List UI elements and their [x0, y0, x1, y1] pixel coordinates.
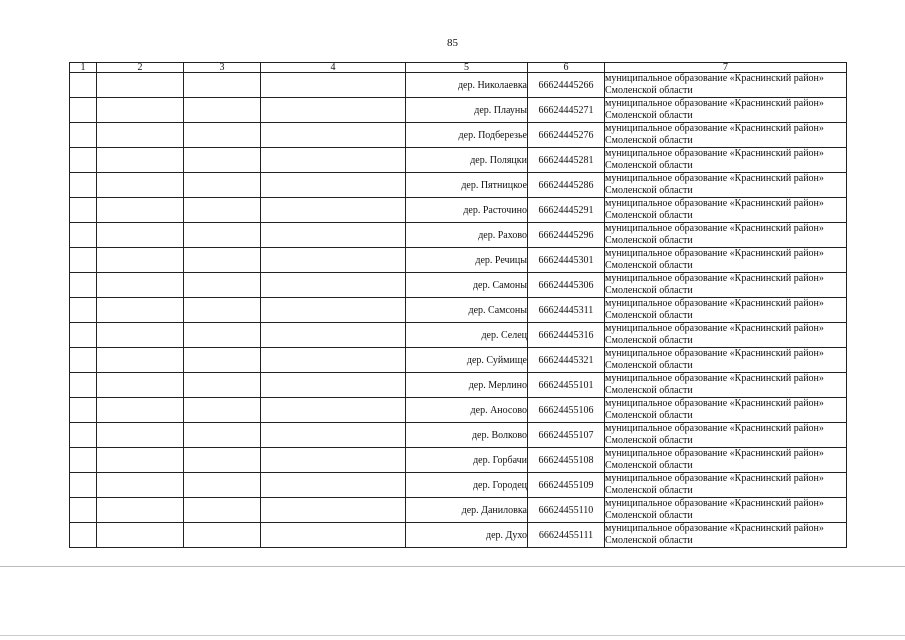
municipal-formation — [605, 373, 847, 398]
municipal-formation — [605, 148, 847, 173]
table-row — [70, 348, 847, 373]
municipal-formation — [605, 198, 847, 223]
municipal-formation-line-1: муниципальное образование «Краснинский район» — [605, 473, 824, 484]
empty-cell-col-4 — [261, 498, 406, 523]
locality-name: дер. Расточино — [406, 198, 528, 223]
empty-cell-col-1 — [70, 273, 97, 298]
table-row — [70, 73, 847, 98]
empty-cell-col-2 — [97, 523, 184, 548]
municipal-formation — [605, 273, 847, 298]
empty-cell-col-1 — [70, 473, 97, 498]
locality-name: дер. Аносово — [406, 398, 528, 423]
oktmo-code: 66624455107 — [528, 423, 605, 448]
municipal-formation — [605, 523, 847, 548]
oktmo-code: 66624445281 — [528, 148, 605, 173]
page-bottom-line — [0, 635, 905, 636]
empty-cell-col-4 — [261, 98, 406, 123]
locality-name: дер. Подберезье — [406, 123, 528, 148]
oktmo-code: 66624445276 — [528, 123, 605, 148]
empty-cell-col-1 — [70, 148, 97, 173]
municipal-formation — [605, 173, 847, 198]
municipal-formation-line-2: Смоленской области — [605, 534, 693, 546]
empty-cell-col-1 — [70, 223, 97, 248]
municipal-formation-line-2: Смоленской области — [605, 309, 693, 321]
municipal-formation-line-1: муниципальное образование «Краснинский район» — [605, 348, 824, 359]
empty-cell-col-1 — [70, 448, 97, 473]
empty-cell-col-1 — [70, 73, 97, 98]
empty-cell-col-3 — [184, 348, 261, 373]
municipal-formation-line-2: Смоленской области — [605, 209, 693, 221]
empty-cell-col-3 — [184, 173, 261, 198]
oktmo-code: 66624445291 — [528, 198, 605, 223]
empty-cell-col-1 — [70, 348, 97, 373]
oktmo-code: 66624455110 — [528, 498, 605, 523]
empty-cell-col-1 — [70, 323, 97, 348]
oktmo-code: 66624445311 — [528, 298, 605, 323]
municipal-formation-line-1: муниципальное образование «Краснинский район» — [605, 148, 824, 159]
locality-name: дер. Селец — [406, 323, 528, 348]
municipal-formation — [605, 473, 847, 498]
empty-cell-col-2 — [97, 148, 184, 173]
empty-cell-col-1 — [70, 523, 97, 548]
empty-cell-col-3 — [184, 198, 261, 223]
table-row — [70, 223, 847, 248]
empty-cell-col-3 — [184, 423, 261, 448]
municipal-formation-line-1: муниципальное образование «Краснинский район» — [605, 373, 824, 384]
empty-cell-col-3 — [184, 123, 261, 148]
table-row — [70, 498, 847, 523]
empty-cell-col-4 — [261, 73, 406, 98]
locality-name: дер. Самсоны — [406, 298, 528, 323]
empty-cell-col-1 — [70, 173, 97, 198]
empty-cell-col-4 — [261, 148, 406, 173]
empty-cell-col-2 — [97, 348, 184, 373]
table-row — [70, 98, 847, 123]
empty-cell-col-3 — [184, 523, 261, 548]
oktmo-code: 66624445271 — [528, 98, 605, 123]
empty-cell-col-3 — [184, 73, 261, 98]
empty-cell-col-2 — [97, 73, 184, 98]
municipal-formation-line-2: Смоленской области — [605, 109, 693, 121]
empty-cell-col-3 — [184, 498, 261, 523]
empty-cell-col-2 — [97, 298, 184, 323]
municipal-formation-line-1: муниципальное образование «Краснинский район» — [605, 123, 824, 134]
empty-cell-col-1 — [70, 123, 97, 148]
municipal-formation — [605, 73, 847, 98]
locality-name: дер. Самоны — [406, 273, 528, 298]
empty-cell-col-2 — [97, 173, 184, 198]
municipal-formation-line-2: Смоленской области — [605, 184, 693, 196]
locality-name: дер. Волково — [406, 423, 528, 448]
column-header-6: 6 — [528, 63, 605, 73]
table-row — [70, 273, 847, 298]
municipal-formation-line-1: муниципальное образование «Краснинский район» — [605, 323, 824, 334]
table-row — [70, 248, 847, 273]
locality-name: дер. Плауны — [406, 98, 528, 123]
municipal-formation — [605, 348, 847, 373]
oktmo-code: 66624455111 — [528, 523, 605, 548]
table-row — [70, 173, 847, 198]
municipal-formation-line-2: Смоленской области — [605, 509, 693, 521]
empty-cell-col-3 — [184, 398, 261, 423]
table-row — [70, 448, 847, 473]
empty-cell-col-4 — [261, 323, 406, 348]
page-edge-line — [0, 566, 905, 567]
oktmo-code: 66624445286 — [528, 173, 605, 198]
locality-name: дер. Суймище — [406, 348, 528, 373]
municipal-formation — [605, 123, 847, 148]
empty-cell-col-4 — [261, 173, 406, 198]
empty-cell-col-2 — [97, 423, 184, 448]
empty-cell-col-4 — [261, 298, 406, 323]
locality-name: дер. Рахово — [406, 223, 528, 248]
municipal-formation-line-2: Смоленской области — [605, 84, 693, 96]
empty-cell-col-4 — [261, 273, 406, 298]
empty-cell-col-2 — [97, 373, 184, 398]
municipal-formation — [605, 248, 847, 273]
empty-cell-col-1 — [70, 298, 97, 323]
empty-cell-col-4 — [261, 248, 406, 273]
empty-cell-col-3 — [184, 248, 261, 273]
empty-cell-col-4 — [261, 123, 406, 148]
empty-cell-col-3 — [184, 223, 261, 248]
municipal-formation — [605, 223, 847, 248]
column-header-5: 5 — [406, 63, 528, 73]
empty-cell-col-3 — [184, 323, 261, 348]
oktmo-code: 66624445296 — [528, 223, 605, 248]
empty-cell-col-2 — [97, 248, 184, 273]
empty-cell-col-2 — [97, 323, 184, 348]
table-row — [70, 473, 847, 498]
empty-cell-col-1 — [70, 423, 97, 448]
municipal-formation-line-1: муниципальное образование «Краснинский район» — [605, 73, 824, 84]
municipal-formation — [605, 498, 847, 523]
locality-name: дер. Николаевка — [406, 73, 528, 98]
empty-cell-col-3 — [184, 298, 261, 323]
empty-cell-col-2 — [97, 98, 184, 123]
page-number: 85 — [447, 37, 458, 49]
column-header-2: 2 — [97, 63, 184, 73]
empty-cell-col-2 — [97, 273, 184, 298]
empty-cell-col-3 — [184, 98, 261, 123]
municipal-formation — [605, 323, 847, 348]
locality-name: дер. Горбачи — [406, 448, 528, 473]
municipal-formation-line-2: Смоленской области — [605, 484, 693, 496]
municipal-formation-line-1: муниципальное образование «Краснинский район» — [605, 523, 824, 534]
municipal-formation-line-1: муниципальное образование «Краснинский район» — [605, 98, 824, 109]
municipal-formation-line-1: муниципальное образование «Краснинский район» — [605, 223, 824, 234]
oktmo-code: 66624445301 — [528, 248, 605, 273]
municipal-formation-line-1: муниципальное образование «Краснинский район» — [605, 273, 824, 284]
municipal-formation — [605, 398, 847, 423]
municipal-formation-line-2: Смоленской области — [605, 384, 693, 396]
municipal-formation-line-1: муниципальное образование «Краснинский район» — [605, 298, 824, 309]
municipal-formation-line-2: Смоленской области — [605, 434, 693, 446]
locality-name: дер. Городец — [406, 473, 528, 498]
municipal-formation-line-2: Смоленской области — [605, 359, 693, 371]
municipal-formation — [605, 98, 847, 123]
municipal-formation — [605, 423, 847, 448]
locality-name: дер. Пятницкое — [406, 173, 528, 198]
empty-cell-col-3 — [184, 448, 261, 473]
oktmo-code: 66624445321 — [528, 348, 605, 373]
municipal-formation — [605, 298, 847, 323]
oktmo-code: 66624455109 — [528, 473, 605, 498]
oktmo-code: 66624445306 — [528, 273, 605, 298]
table-row — [70, 148, 847, 173]
empty-cell-col-2 — [97, 498, 184, 523]
empty-cell-col-4 — [261, 423, 406, 448]
oktmo-code: 66624455101 — [528, 373, 605, 398]
empty-cell-col-2 — [97, 123, 184, 148]
empty-cell-col-2 — [97, 398, 184, 423]
header-row — [70, 63, 847, 73]
empty-cell-col-1 — [70, 373, 97, 398]
table-row — [70, 423, 847, 448]
empty-cell-col-4 — [261, 398, 406, 423]
table-row — [70, 123, 847, 148]
column-header-4: 4 — [261, 63, 406, 73]
locality-name: дер. Речицы — [406, 248, 528, 273]
column-header-3: 3 — [184, 63, 261, 73]
municipal-formation-line-2: Смоленской области — [605, 459, 693, 471]
column-header-7: 7 — [605, 63, 847, 73]
empty-cell-col-3 — [184, 473, 261, 498]
empty-cell-col-3 — [184, 148, 261, 173]
empty-cell-col-2 — [97, 223, 184, 248]
table-row — [70, 523, 847, 548]
empty-cell-col-1 — [70, 198, 97, 223]
empty-cell-col-3 — [184, 373, 261, 398]
empty-cell-col-2 — [97, 198, 184, 223]
municipal-formation-line-2: Смоленской области — [605, 234, 693, 246]
empty-cell-col-4 — [261, 473, 406, 498]
municipal-formation-line-2: Смоленской области — [605, 334, 693, 346]
empty-cell-col-1 — [70, 98, 97, 123]
municipal-formation-line-1: муниципальное образование «Краснинский район» — [605, 398, 824, 409]
empty-cell-col-4 — [261, 198, 406, 223]
municipal-formation-line-1: муниципальное образование «Краснинский район» — [605, 448, 824, 459]
municipal-formation-line-1: муниципальное образование «Краснинский район» — [605, 498, 824, 509]
municipal-formation-line-1: муниципальное образование «Краснинский район» — [605, 198, 824, 209]
locality-name: дер. Поляцки — [406, 148, 528, 173]
oktmo-code: 66624445316 — [528, 323, 605, 348]
empty-cell-col-1 — [70, 498, 97, 523]
column-header-1: 1 — [70, 63, 97, 73]
empty-cell-col-4 — [261, 348, 406, 373]
registry-table — [69, 62, 847, 548]
empty-cell-col-1 — [70, 248, 97, 273]
locality-name: дер. Мерлино — [406, 373, 528, 398]
municipal-formation-line-1: муниципальное образование «Краснинский район» — [605, 173, 824, 184]
oktmo-code: 66624455106 — [528, 398, 605, 423]
oktmo-code: 66624445266 — [528, 73, 605, 98]
municipal-formation-line-2: Смоленской области — [605, 284, 693, 296]
locality-name: дер. Даниловка — [406, 498, 528, 523]
table-row — [70, 398, 847, 423]
empty-cell-col-2 — [97, 448, 184, 473]
empty-cell-col-3 — [184, 273, 261, 298]
empty-cell-col-1 — [70, 398, 97, 423]
municipal-formation-line-2: Смоленской области — [605, 134, 693, 146]
table-row — [70, 373, 847, 398]
municipal-formation-line-2: Смоленской области — [605, 409, 693, 421]
oktmo-code: 66624455108 — [528, 448, 605, 473]
municipal-formation-line-1: муниципальное образование «Краснинский район» — [605, 248, 824, 259]
empty-cell-col-4 — [261, 373, 406, 398]
table-row — [70, 323, 847, 348]
empty-cell-col-2 — [97, 473, 184, 498]
table-row — [70, 298, 847, 323]
municipal-formation-line-2: Смоленской области — [605, 159, 693, 171]
municipal-formation — [605, 448, 847, 473]
table-row — [70, 198, 847, 223]
table-body — [70, 73, 847, 548]
municipal-formation-line-1: муниципальное образование «Краснинский район» — [605, 423, 824, 434]
municipal-formation-line-2: Смоленской области — [605, 259, 693, 271]
empty-cell-col-4 — [261, 448, 406, 473]
locality-name: дер. Духо — [406, 523, 528, 548]
empty-cell-col-4 — [261, 523, 406, 548]
empty-cell-col-4 — [261, 223, 406, 248]
